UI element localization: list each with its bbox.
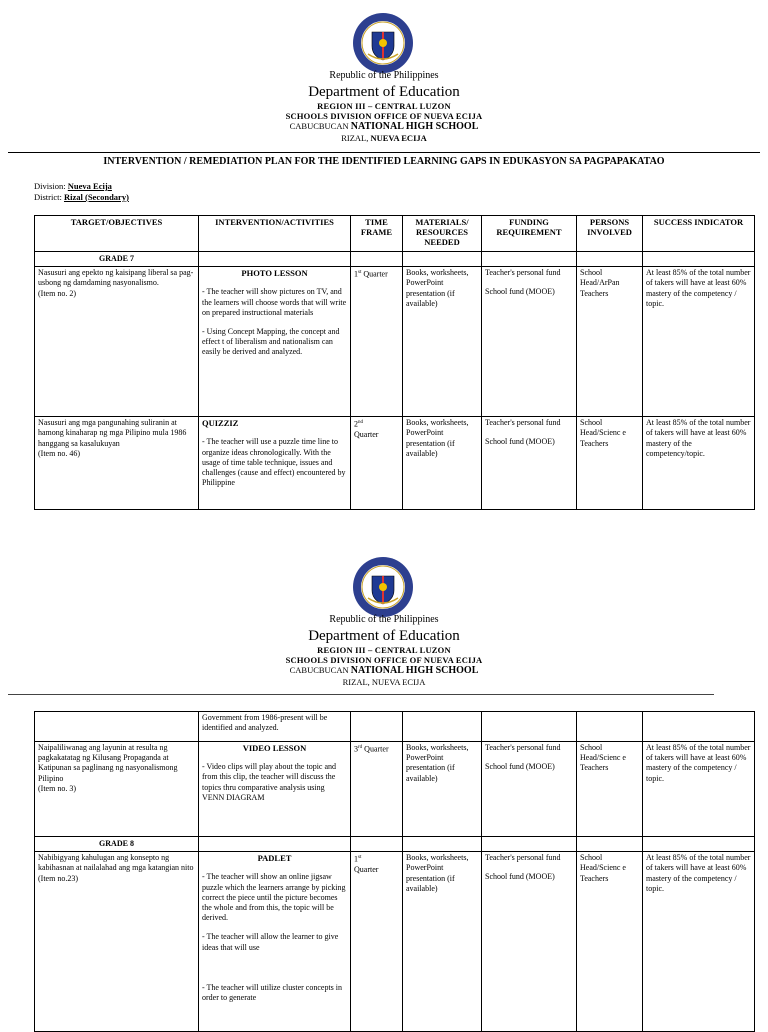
table-row <box>35 417 755 510</box>
funding-cell: Teacher's personal fund School fund (MOOE) <box>482 417 577 510</box>
deped-seal-icon <box>352 12 414 74</box>
region-line: REGION III – CENTRAL LUZON <box>317 101 451 111</box>
col-header-success: SUCCESS INDICATOR <box>643 216 755 252</box>
success-cell: At least 85% of the total number of takers will have at least 60% mastery of the competency / topic. <box>643 852 755 1032</box>
funding-cell: Teacher's personal fund School fund (MOOE) <box>482 852 577 1032</box>
address-line: RIZAL, NUEVA ECIJA <box>341 133 427 143</box>
division-office-line: SCHOOLS DIVISION OFFICE OF NUEVA ECIJA <box>285 655 483 665</box>
plan-table-page-2 <box>34 711 755 1032</box>
persons-cell: School Head/Scienc e Teachers <box>577 742 643 837</box>
district-field: District: Rizal (Secondary) <box>34 192 129 202</box>
header-row <box>35 216 755 252</box>
table-row <box>35 267 755 417</box>
objective-cell: Nabibigyang kahulugan ang konsepto ng kabihasnan at nailalahad ang mga katangian nito (Item no.23) <box>35 852 199 1032</box>
division-field: Division: Nueva Ecija <box>34 181 112 191</box>
funding-cell: Teacher's personal fund School fund (MOOE) <box>482 267 577 417</box>
objective-cell: Naipaliliwanag ang layunin at resulta ng pagkakatatag ng Kilusang Propaganda at Katipunan sa paglinang ng nasyonalismong Pilipino (Item no. 3) <box>35 742 199 837</box>
school-line: CABUCBUCAN NATIONAL HIGH SCHOOL <box>289 121 479 132</box>
objective-cell: Nasusuri ang mga pangunahing suliranin at hamong kinaharap ng mga Pilipino mula 1986 hanggang sa kasalukuyan (Item no. 46) <box>35 417 199 510</box>
school-line: CABUCBUCAN NATIONAL HIGH SCHOOL <box>289 665 479 676</box>
success-cell: At least 85% of the total number of takers will have at least 60% mastery of the competency / topic. <box>643 267 755 417</box>
time-frame-cell: 1st Quarter <box>351 267 403 417</box>
materials-cell: Books, worksheets, PowerPoint presentation (if available) <box>403 417 482 510</box>
funding-cell: Teacher's personal fund School fund (MOOE) <box>482 742 577 837</box>
success-cell: At least 85% of the total number of takers will have at least 60% mastery of the competency/topic. <box>643 417 755 510</box>
time-frame-cell: 2nd Quarter <box>351 417 403 510</box>
col-header-activities: INTERVENTION/ACTIVITIES <box>199 216 351 252</box>
col-header-objectives: TARGET/OBJECTIVES <box>35 216 199 252</box>
materials-cell: Books, worksheets, PowerPoint presentation (if available) <box>403 742 482 837</box>
table-row <box>35 712 755 742</box>
col-header-persons: PERSONS INVOLVED <box>577 216 643 252</box>
table-row <box>35 852 755 1032</box>
activity-cell: QUIZZIZ - The teacher will use a puzzle time line to organize ideas chronologically. With the usage of time table technique, issues and challenges (cause and effect) encountered by Philippine <box>199 417 351 510</box>
activity-cell: VIDEO LESSON - Video clips will play about the topic and from this clip, the teacher will discuss the topics thru comparative analysis using VENN DIAGRAM <box>199 742 351 837</box>
time-frame-cell: 1st Quarter <box>351 852 403 1032</box>
division-office-line: SCHOOLS DIVISION OFFICE OF NUEVA ECIJA <box>285 111 483 121</box>
grade-row <box>35 252 755 267</box>
department-line: Department of Education <box>308 84 460 100</box>
plan-title: INTERVENTION / REMEDIATION PLAN FOR THE IDENTIFIED LEARNING GAPS IN EDUKASYON SA PAGPAPAKATAO <box>103 156 665 167</box>
activity-cell: PHOTO LESSON - The teacher will show pictures on TV, and the learners will choose words that will write on prepared instructional materials - Using Concept Mapping, the concept and effect t of liberalism and nationalism can easily be derived and analyzed. <box>199 267 351 417</box>
materials-cell: Books, worksheets, PowerPoint presentation (if available) <box>403 267 482 417</box>
address-line: RIZAL, NUEVA ECIJA <box>342 677 426 687</box>
success-cell: At least 85% of the total number of takers will have at least 60% mastery of the competency / topic. <box>643 742 755 837</box>
table-row <box>35 742 755 837</box>
grade-7-label: GRADE 7 <box>35 252 199 267</box>
deped-seal-icon <box>352 556 414 618</box>
republic-line: Republic of the Philippines <box>329 70 439 81</box>
objective-cell: Nasusuri ang epekto ng kaisipang liberal sa pag-usbong ng damdaming nasyonalismo. (Item no. 2) <box>35 267 199 417</box>
region-line: REGION III – CENTRAL LUZON <box>317 645 451 655</box>
grade-row <box>35 837 755 852</box>
persons-cell: School Head/Scienc e Teachers <box>577 417 643 510</box>
col-header-time-frame: TIME FRAME <box>351 216 403 252</box>
persons-cell: School Head/Scienc e Teachers <box>577 852 643 1032</box>
persons-cell: School Head/ArPan Teachers <box>577 267 643 417</box>
header-rule <box>8 152 760 153</box>
activity-cell: Government from 1986-present will be identified and analyzed. <box>199 712 351 742</box>
department-line: Department of Education <box>308 628 460 644</box>
time-frame-cell: 3rd Quarter <box>351 742 403 837</box>
activity-cell: PADLET - The teacher will show an online jigsaw puzzle which the learners arrange by picking correct the piece until the picture becomes the whole and from this, the topic will be derived. - The teacher will allow the learner to give ideas that will use - The teacher will utilize cluster concepts in order to generate <box>199 852 351 1032</box>
col-header-materials: MATERIALS/ RESOURCES NEEDED <box>403 216 482 252</box>
republic-line: Republic of the Philippines <box>329 614 439 625</box>
materials-cell: Books, worksheets, PowerPoint presentation (if available) <box>403 852 482 1032</box>
header-rule <box>8 694 714 695</box>
grade-8-label: GRADE 8 <box>35 837 199 852</box>
plan-table-page-1 <box>34 215 755 510</box>
col-header-funding: FUNDING REQUIREMENT <box>482 216 577 252</box>
